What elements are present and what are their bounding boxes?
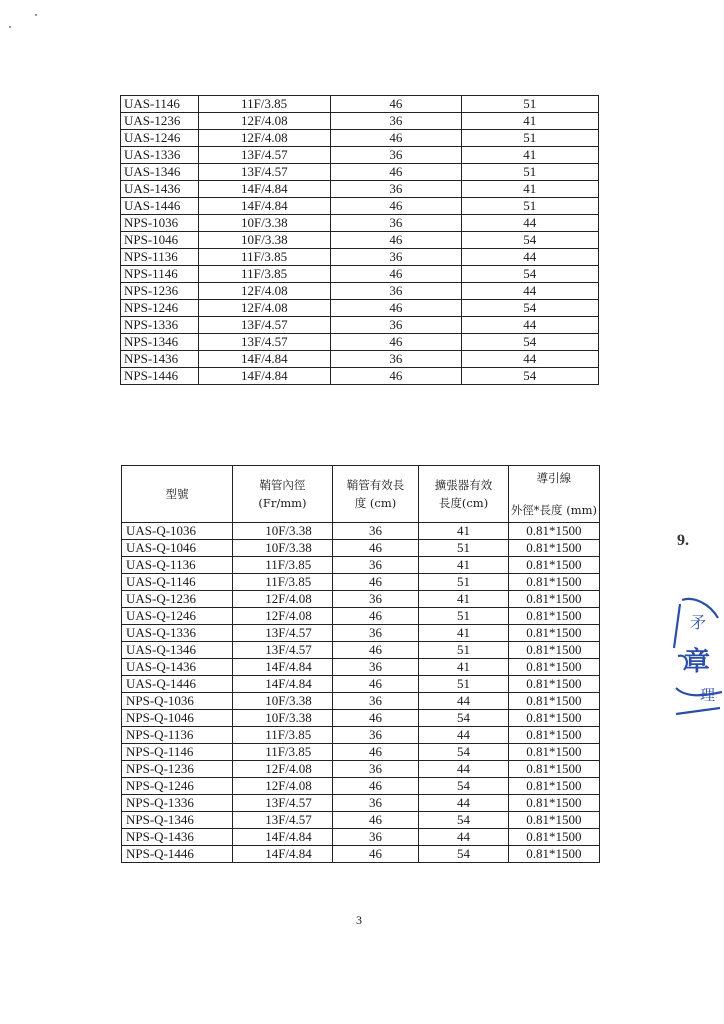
sheath-length-cell: 36	[332, 523, 419, 540]
sheath-length-cell: 46	[332, 676, 419, 693]
sheath-length-cell: 46	[331, 266, 461, 283]
sheath-inner-diameter-cell: 13F/4.57	[199, 334, 331, 351]
header-model-label: 型號	[165, 487, 189, 501]
table-row	[121, 181, 599, 198]
table-row	[122, 574, 600, 591]
model-cell: NPS-Q-1236	[122, 761, 233, 778]
table-row	[122, 778, 600, 795]
dilator-length-cell: 51	[461, 198, 598, 215]
table-row	[122, 710, 600, 727]
table-row	[121, 232, 599, 249]
dilator-length-cell: 54	[419, 778, 509, 795]
sheath-length-cell: 46	[331, 198, 461, 215]
sheath-inner-diameter-cell: 13F/4.57	[233, 795, 333, 812]
dilator-length-cell: 54	[461, 334, 598, 351]
sheath-inner-diameter-cell: 11F/3.85	[199, 266, 331, 283]
sheath-length-cell: 36	[332, 625, 419, 642]
sheath-inner-diameter-cell: 10F/3.38	[199, 215, 331, 232]
dilator-length-cell: 51	[419, 574, 509, 591]
spec-table-q-series-header	[122, 466, 600, 523]
model-cell: UAS-Q-1046	[122, 540, 233, 557]
sheath-inner-diameter-cell: 14F/4.84	[199, 351, 331, 368]
guidewire-cell: 0.81*1500	[508, 846, 599, 863]
approval-stamp-icon	[672, 596, 724, 722]
sheath-inner-diameter-cell: 14F/4.84	[233, 659, 333, 676]
dilator-length-cell: 54	[419, 744, 509, 761]
table-row	[121, 249, 599, 266]
sheath-length-cell: 36	[331, 147, 461, 164]
header-sheath-inner-diameter-unit: (Fr/mm)	[258, 496, 307, 510]
model-cell: NPS-Q-1436	[122, 829, 233, 846]
sheath-length-cell: 36	[331, 181, 461, 198]
guidewire-cell: 0.81*1500	[508, 795, 599, 812]
sheath-inner-diameter-cell: 11F/3.85	[233, 557, 333, 574]
sheath-length-cell: 46	[332, 642, 419, 659]
sheath-length-cell: 36	[331, 113, 461, 130]
sheath-length-cell: 46	[331, 334, 461, 351]
model-cell: NPS-1036	[121, 215, 199, 232]
sheath-inner-diameter-cell: 10F/3.38	[233, 540, 333, 557]
sheath-inner-diameter-cell: 11F/3.85	[233, 744, 333, 761]
guidewire-cell: 0.81*1500	[508, 540, 599, 557]
sheath-inner-diameter-cell: 10F/3.38	[233, 710, 333, 727]
model-cell: NPS-Q-1446	[122, 846, 233, 863]
table-row	[122, 659, 600, 676]
scan-speck	[35, 14, 37, 16]
sheath-length-cell: 46	[332, 778, 419, 795]
table-row	[122, 642, 600, 659]
sheath-inner-diameter-cell: 13F/4.57	[199, 164, 331, 181]
sheath-inner-diameter-cell: 11F/3.85	[233, 727, 333, 744]
dilator-length-cell: 44	[419, 727, 509, 744]
dilator-length-cell: 44	[461, 249, 598, 266]
model-cell: UAS-Q-1446	[122, 676, 233, 693]
sheath-length-cell: 46	[332, 710, 419, 727]
model-cell: NPS-Q-1136	[122, 727, 233, 744]
sheath-length-cell: 36	[331, 215, 461, 232]
table-row	[122, 795, 600, 812]
model-cell: UAS-Q-1136	[122, 557, 233, 574]
sheath-length-cell: 36	[332, 727, 419, 744]
sheath-length-cell: 36	[332, 591, 419, 608]
sheath-inner-diameter-cell: 10F/3.38	[199, 232, 331, 249]
sheath-inner-diameter-cell: 12F/4.08	[199, 283, 331, 300]
sheath-length-cell: 36	[332, 659, 419, 676]
sheath-inner-diameter-cell: 14F/4.84	[199, 198, 331, 215]
guidewire-cell: 0.81*1500	[508, 693, 599, 710]
dilator-length-cell: 41	[419, 591, 509, 608]
dilator-length-cell: 51	[461, 164, 598, 181]
guidewire-cell: 0.81*1500	[508, 710, 599, 727]
sheath-inner-diameter-cell: 13F/4.57	[233, 642, 333, 659]
spec-table-q-series-body	[122, 523, 600, 863]
table-row	[121, 147, 599, 164]
sheath-inner-diameter-cell: 14F/4.84	[199, 181, 331, 198]
sheath-length-cell: 46	[331, 368, 461, 385]
guidewire-cell: 0.81*1500	[508, 659, 599, 676]
sheath-length-cell: 46	[332, 812, 419, 829]
sheath-inner-diameter-cell: 11F/3.85	[199, 249, 331, 266]
dilator-length-cell: 41	[461, 113, 598, 130]
table-row	[121, 215, 599, 232]
model-cell: NPS-1046	[121, 232, 199, 249]
sheath-length-cell: 46	[331, 164, 461, 181]
model-cell: NPS-Q-1046	[122, 710, 233, 727]
header-sheath-length-label: 鞘管有效長	[346, 478, 405, 492]
table-row	[121, 96, 599, 113]
sheath-inner-diameter-cell: 14F/4.84	[199, 368, 331, 385]
guidewire-cell: 0.81*1500	[508, 608, 599, 625]
dilator-length-cell: 51	[461, 130, 598, 147]
table-row	[122, 608, 600, 625]
guidewire-cell: 0.81*1500	[508, 642, 599, 659]
table-row	[121, 198, 599, 215]
sheath-length-cell: 36	[332, 829, 419, 846]
header-dilator-length	[419, 466, 509, 523]
spec-table-q-series	[121, 465, 600, 863]
header-model	[122, 466, 233, 523]
dilator-length-cell: 54	[461, 368, 598, 385]
model-cell: UAS-1446	[121, 198, 199, 215]
model-cell: UAS-Q-1236	[122, 591, 233, 608]
table-row	[122, 591, 600, 608]
header-sheath-inner-diameter-label: 鞘管內徑	[259, 478, 306, 492]
table-row	[122, 676, 600, 693]
guidewire-cell: 0.81*1500	[508, 727, 599, 744]
dilator-length-cell: 41	[419, 557, 509, 574]
sheath-inner-diameter-cell: 13F/4.57	[233, 812, 333, 829]
dilator-length-cell: 51	[419, 608, 509, 625]
stamp-char-2: 理	[700, 686, 716, 704]
sheath-inner-diameter-cell: 13F/4.57	[233, 625, 333, 642]
model-cell: UAS-1436	[121, 181, 199, 198]
guidewire-cell: 0.81*1500	[508, 778, 599, 795]
model-cell: NPS-1336	[121, 317, 199, 334]
model-cell: UAS-Q-1146	[122, 574, 233, 591]
table-row	[121, 164, 599, 181]
model-cell: UAS-Q-1036	[122, 523, 233, 540]
table-row	[121, 130, 599, 147]
table-row	[121, 266, 599, 283]
table-row	[122, 727, 600, 744]
sheath-length-cell: 36	[332, 761, 419, 778]
spec-table-continued-body	[121, 96, 599, 385]
table-row	[122, 625, 600, 642]
scan-speck	[9, 26, 11, 28]
model-cell: NPS-1446	[121, 368, 199, 385]
dilator-length-cell: 51	[461, 96, 598, 113]
sheath-inner-diameter-cell: 12F/4.08	[233, 608, 333, 625]
sheath-inner-diameter-cell: 14F/4.84	[233, 676, 333, 693]
guidewire-cell: 0.81*1500	[508, 676, 599, 693]
model-cell: NPS-Q-1036	[122, 693, 233, 710]
guidewire-cell: 0.81*1500	[508, 625, 599, 642]
header-sheath-length	[332, 466, 419, 523]
model-cell: UAS-1146	[121, 96, 199, 113]
model-cell: NPS-1246	[121, 300, 199, 317]
sheath-inner-diameter-cell: 14F/4.84	[233, 829, 333, 846]
table-row	[122, 693, 600, 710]
header-guidewire-label: 導引線	[536, 471, 572, 485]
spec-table-continued	[120, 95, 599, 385]
sheath-length-cell: 46	[332, 540, 419, 557]
guidewire-cell: 0.81*1500	[508, 574, 599, 591]
table-row	[121, 113, 599, 130]
dilator-length-cell: 54	[461, 232, 598, 249]
dilator-length-cell: 44	[419, 829, 509, 846]
guidewire-cell: 0.81*1500	[508, 812, 599, 829]
model-cell: UAS-1246	[121, 130, 199, 147]
sheath-length-cell: 36	[331, 351, 461, 368]
header-guidewire	[508, 466, 599, 523]
table-row	[122, 846, 600, 863]
sheath-inner-diameter-cell: 12F/4.08	[233, 778, 333, 795]
sheath-length-cell: 36	[332, 557, 419, 574]
sheath-length-cell: 46	[332, 744, 419, 761]
sheath-inner-diameter-cell: 12F/4.08	[199, 300, 331, 317]
sheath-length-cell: 46	[332, 608, 419, 625]
sheath-inner-diameter-cell: 10F/3.38	[233, 693, 333, 710]
model-cell: NPS-Q-1346	[122, 812, 233, 829]
sheath-length-cell: 46	[331, 96, 461, 113]
sheath-inner-diameter-cell: 11F/3.85	[233, 574, 333, 591]
guidewire-cell: 0.81*1500	[508, 744, 599, 761]
sheath-length-cell: 36	[332, 795, 419, 812]
sheath-inner-diameter-cell: 12F/4.08	[233, 761, 333, 778]
sheath-length-cell: 36	[331, 249, 461, 266]
model-cell: NPS-1136	[121, 249, 199, 266]
sheath-length-cell: 46	[331, 232, 461, 249]
table-row	[122, 557, 600, 574]
table-row	[121, 368, 599, 385]
model-cell: NPS-1436	[121, 351, 199, 368]
header-sheath-inner-diameter	[233, 466, 333, 523]
sheath-length-cell: 46	[331, 130, 461, 147]
header-dilator-length-unit: 長度(cm)	[438, 496, 489, 510]
dilator-length-cell: 51	[419, 540, 509, 557]
model-cell: UAS-1346	[121, 164, 199, 181]
dilator-length-cell: 44	[419, 795, 509, 812]
table-row	[121, 283, 599, 300]
model-cell: NPS-1146	[121, 266, 199, 283]
dilator-length-cell: 41	[419, 659, 509, 676]
sheath-inner-diameter-cell: 12F/4.08	[199, 130, 331, 147]
sheath-inner-diameter-cell: 13F/4.57	[199, 317, 331, 334]
table-row	[122, 829, 600, 846]
dilator-length-cell: 54	[419, 812, 509, 829]
sheath-length-cell: 46	[332, 846, 419, 863]
dilator-length-cell: 44	[461, 317, 598, 334]
dilator-length-cell: 41	[461, 147, 598, 164]
page-number: 3	[356, 913, 362, 927]
model-cell: UAS-Q-1246	[122, 608, 233, 625]
header-dilator-length-label: 擴張器有效	[434, 478, 493, 492]
sheath-inner-diameter-cell: 12F/4.08	[233, 591, 333, 608]
table-row	[121, 317, 599, 334]
header-row	[122, 466, 600, 523]
guidewire-cell: 0.81*1500	[508, 591, 599, 608]
model-cell: UAS-Q-1436	[122, 659, 233, 676]
dilator-length-cell: 51	[419, 676, 509, 693]
guidewire-cell: 0.81*1500	[508, 557, 599, 574]
sheath-inner-diameter-cell: 14F/4.84	[233, 846, 333, 863]
dilator-length-cell: 41	[419, 625, 509, 642]
dilator-length-cell: 44	[419, 693, 509, 710]
guidewire-cell: 0.81*1500	[508, 523, 599, 540]
dilator-length-cell: 51	[419, 642, 509, 659]
dilator-length-cell: 41	[461, 181, 598, 198]
margin-annotation: 9.	[677, 532, 689, 549]
model-cell: NPS-Q-1246	[122, 778, 233, 795]
sheath-inner-diameter-cell: 13F/4.57	[199, 147, 331, 164]
table-row	[122, 761, 600, 778]
dilator-length-cell: 54	[419, 846, 509, 863]
header-sheath-length-unit: 度 (cm)	[354, 496, 397, 510]
table-row	[121, 334, 599, 351]
table-row	[122, 523, 600, 540]
stamp-char-1: 章	[684, 647, 711, 677]
sheath-inner-diameter-cell: 11F/3.85	[199, 96, 331, 113]
dilator-length-cell: 44	[419, 761, 509, 778]
svg-text:矛: 矛	[690, 613, 707, 632]
dilator-length-cell: 54	[461, 300, 598, 317]
table-row	[121, 300, 599, 317]
model-cell: UAS-Q-1336	[122, 625, 233, 642]
model-cell: NPS-Q-1146	[122, 744, 233, 761]
dilator-length-cell: 54	[461, 266, 598, 283]
model-cell: UAS-1236	[121, 113, 199, 130]
sheath-length-cell: 46	[331, 300, 461, 317]
sheath-length-cell: 36	[331, 317, 461, 334]
model-cell: NPS-1236	[121, 283, 199, 300]
sheath-length-cell: 36	[331, 283, 461, 300]
dilator-length-cell: 54	[419, 710, 509, 727]
guidewire-cell: 0.81*1500	[508, 829, 599, 846]
table-row	[122, 744, 600, 761]
model-cell: NPS-Q-1336	[122, 795, 233, 812]
sheath-inner-diameter-cell: 10F/3.38	[233, 523, 333, 540]
model-cell: UAS-Q-1346	[122, 642, 233, 659]
sheath-length-cell: 36	[332, 693, 419, 710]
guidewire-cell: 0.81*1500	[508, 761, 599, 778]
sheath-inner-diameter-cell: 12F/4.08	[199, 113, 331, 130]
dilator-length-cell: 44	[461, 351, 598, 368]
table-row	[122, 540, 600, 557]
table-row	[122, 812, 600, 829]
dilator-length-cell: 44	[461, 283, 598, 300]
model-cell: NPS-1346	[121, 334, 199, 351]
sheath-length-cell: 46	[332, 574, 419, 591]
dilator-length-cell: 44	[461, 215, 598, 232]
table-row	[121, 351, 599, 368]
dilator-length-cell: 41	[419, 523, 509, 540]
header-guidewire-sub: 外徑*長度 (mm)	[510, 503, 597, 517]
model-cell: UAS-1336	[121, 147, 199, 164]
